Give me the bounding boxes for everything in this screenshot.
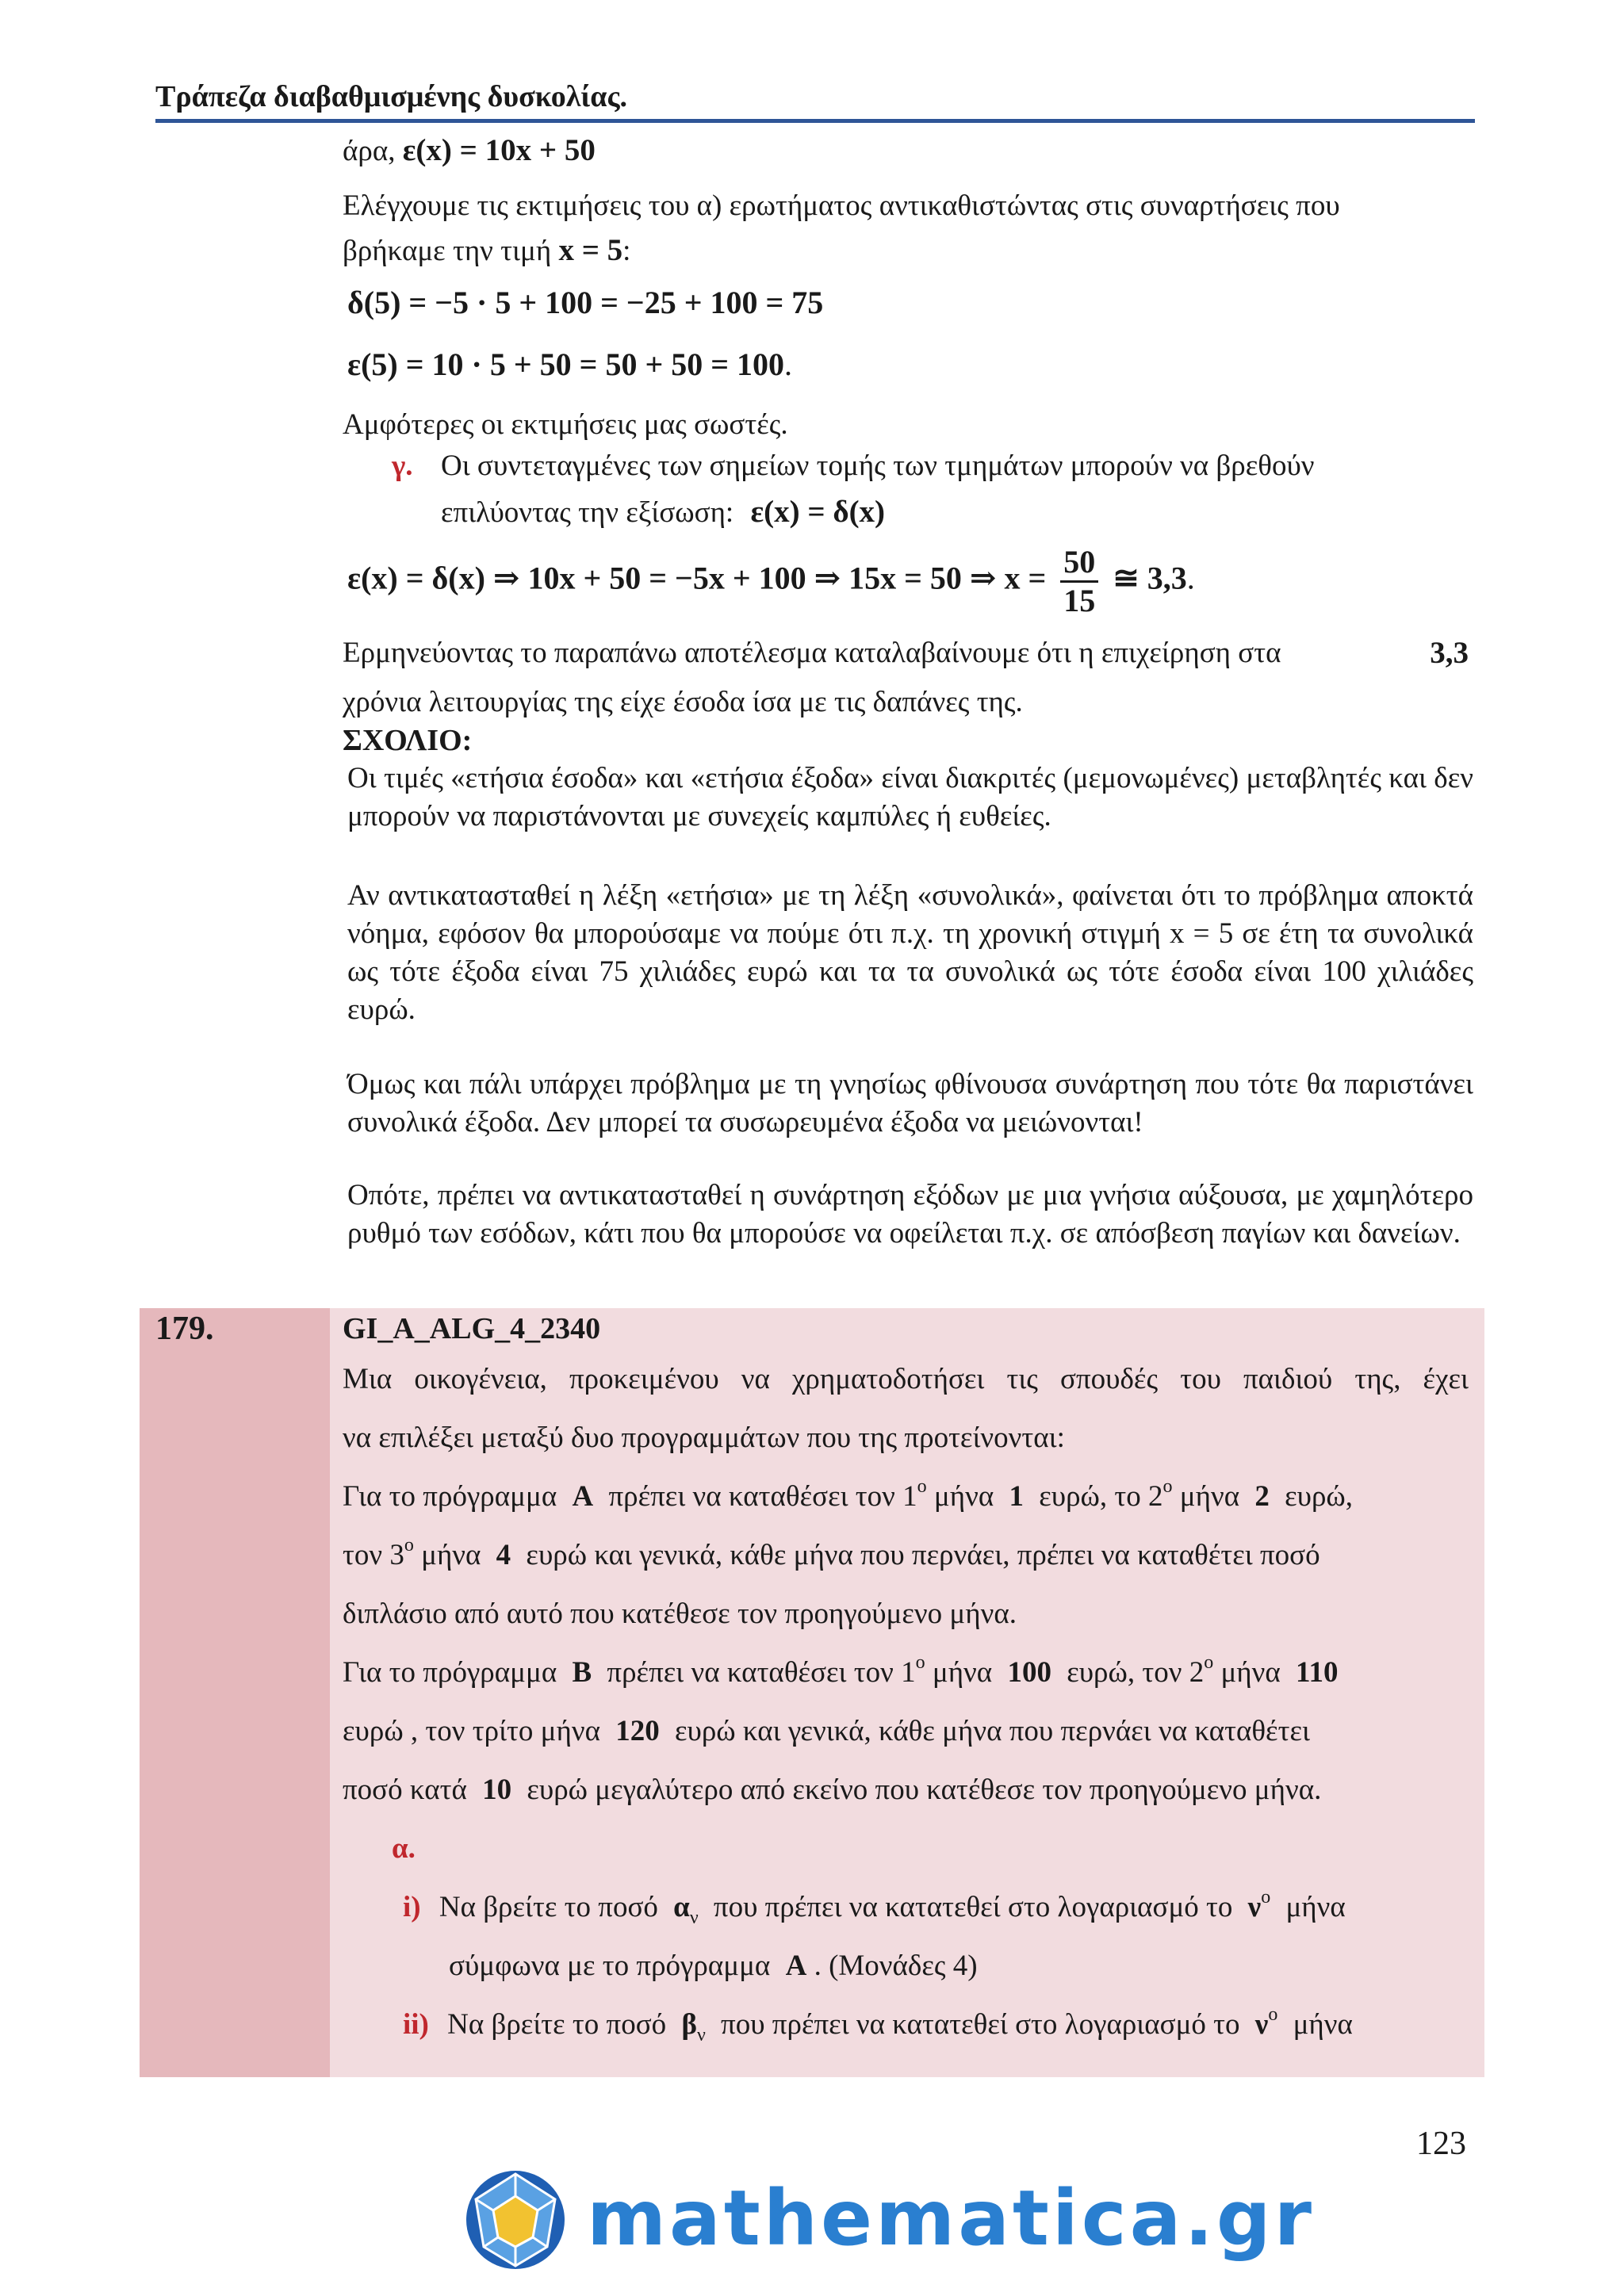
text: μήνα <box>1285 1891 1346 1923</box>
comment-heading: ΣΧΟΛΙΟ: <box>343 724 473 757</box>
gamma-label <box>392 447 413 485</box>
subscript: ν <box>696 2025 706 2045</box>
text: Για το πρόγραμμα <box>343 1480 557 1513</box>
text: που πρέπει να κατατεθεί στο λογαριασμό το <box>721 2008 1240 2041</box>
interpretation-line-1 <box>343 634 1469 672</box>
comment-paragraph-3: Όμως και πάλι υπάρχει πρόβλημα με τη γνησίως φθίνουσα συνάρτηση που τότε θα παριστάνει συνολικά έξοδα. Δεν μπορεί τα συσωρευμένα έξοδα να μειώνονται! <box>347 1068 1473 1138</box>
text: Να βρείτε το ποσό <box>447 2008 667 2041</box>
program-b-line-1 <box>343 1652 1339 1689</box>
text: . (Μονάδες 4) <box>814 1950 978 1982</box>
equation-d5: δ(5) = −5 · 5 + 100 = −25 + 100 = 75 <box>347 285 824 320</box>
text: μήνα <box>1179 1480 1240 1513</box>
both-correct: Αμφότερες οι εκτιμήσεις μας σωστές. <box>343 408 788 441</box>
value: 100 <box>1007 1656 1051 1689</box>
gamma-line-2 <box>441 493 885 532</box>
solve-equation <box>347 544 1195 619</box>
question-ii-label: ii) <box>403 2008 429 2041</box>
alpha-label: α. <box>392 1832 416 1865</box>
ordinal-sup: ο <box>1261 1887 1271 1908</box>
question-ii-line-1 <box>403 2004 1353 2045</box>
value: 2 <box>1254 1480 1270 1513</box>
fraction-numerator: 50 <box>1060 544 1098 583</box>
gamma-equation: ε(x) = δ(x) <box>750 495 886 529</box>
solve-lhs: ε(x) = δ(x) ⇒ 10x + 50 = −5x + 100 ⇒ 15x = 50 ⇒ x = <box>347 560 1047 596</box>
solve-fraction <box>1060 544 1098 619</box>
equation-e: ε(x) = 10x + 50 <box>402 133 596 167</box>
text: ευρώ, <box>1285 1480 1354 1513</box>
solve-rhs: ≅ 3,3 <box>1113 560 1187 596</box>
text: ευρώ και γενικά, κάθε μήνα που περνάει, πρέπει να καταθέτει ποσό <box>526 1539 1320 1571</box>
problem-intro-line-1: Μια οικογένεια, προκειμένου να χρηματοδοτήσει τις σπουδές του παιδιού της, έχει <box>343 1363 1469 1395</box>
problem-number-column <box>140 1308 330 2077</box>
comment-paragraph-1: Οι τιμές «ετήσια έσοδα» και «ετήσια έξοδα» είναι διακριτές (μεμονωμένες) μεταβλητές και δεν μπορούν να παριστάνονται με συνεχείς καμπύλες ή ευθείες. <box>347 762 1473 832</box>
gamma-marker: γ. <box>392 450 413 482</box>
interpretation-text: Ερμηνεύοντας το παραπάνω αποτέλεσμα καταλαβαίνουμε ότι η επιχείρηση στα <box>343 637 1281 669</box>
program-a-line-1 <box>343 1476 1354 1513</box>
text: ευρώ και γενικά, κάθε μήνα που περνάει να καταθέτει <box>674 1715 1310 1747</box>
check-line-2-text: βρήκαμε την τιμή <box>343 235 552 267</box>
ordinal-sup: ο <box>1204 1652 1214 1673</box>
check-line-2-colon: : <box>622 235 631 267</box>
text: ευρώ, το 2 <box>1039 1480 1163 1513</box>
text: Να βρείτε το ποσό <box>439 1891 658 1923</box>
equation-e5-period: . <box>784 346 793 382</box>
question-i-line-1 <box>403 1887 1346 1928</box>
program-b-line-2 <box>343 1714 1310 1748</box>
polyhedron-logo-icon <box>460 2164 571 2275</box>
header-rule <box>155 119 1475 123</box>
equation-e5: ε(5) = 10 · 5 + 50 = 50 + 50 = 100 <box>347 346 785 382</box>
problem-code: GI_A_ALG_4_2340 <box>343 1312 601 1345</box>
text: που πρέπει να κατατεθεί στο λογαριασμό το <box>713 1891 1233 1923</box>
page-number: 123 <box>1416 2126 1466 2162</box>
ara-prefix: άρα, <box>343 135 396 167</box>
ordinal-sup: ο <box>1268 2004 1278 2025</box>
problem-intro-line-2: να επιλέξει μεταξύ δυο προγραμμάτων που της προτείνονται: <box>343 1422 1065 1454</box>
ordinal-sup: ο <box>917 1476 927 1497</box>
program-b-name: B <box>572 1656 592 1689</box>
text: τον 3 <box>343 1539 404 1571</box>
interpretation-value: 3,3 <box>1430 636 1469 670</box>
text: μήνα <box>933 1480 994 1513</box>
check-line-2-math: x = 5 <box>558 233 623 267</box>
program-a-name: A <box>572 1480 594 1513</box>
question-i-line-2 <box>449 1949 978 1983</box>
ordinal-sup: ο <box>915 1652 925 1673</box>
solve-period: . <box>1186 560 1195 596</box>
fraction-denominator: 15 <box>1063 583 1096 618</box>
program-b-line-3 <box>343 1773 1321 1807</box>
ordinal-sup: ο <box>1162 1476 1173 1497</box>
text: σύμφωνα με το πρόγραμμα <box>449 1950 771 1982</box>
comment-paragraph-4: Οπότε, πρέπει να αντικατασταθεί η συνάρτηση εξόδων με μια γνήσια αύξουσα, με χαμηλότερο ρυθμό των εσόδων, κάτι που θα μπορούσε να οφείλεται π.χ. σε απόσβεση παγίων και δανείων. <box>347 1179 1473 1249</box>
header-title: Τράπεζα διαβαθμισμένης δυσκολίας. <box>155 80 627 113</box>
variable-alpha: α <box>673 1891 690 1923</box>
interpretation-line-2: χρόνια λειτουργίας της είχε έσοδα ίσα με τις δαπάνες της. <box>343 686 1023 718</box>
ordinal-sup: ο <box>404 1535 414 1556</box>
text: ευρώ μεγαλύτερο από εκείνο που κατέθεσε τον προηγούμενο μήνα. <box>527 1774 1322 1806</box>
value: 10 <box>482 1774 512 1806</box>
program-a-line-3: διπλάσιο από αυτό που κατέθεσε τον προηγούμενο μήνα. <box>343 1598 1017 1630</box>
text: πρέπει να καταθέσει τον 1 <box>607 1656 916 1689</box>
variable-nu: ν <box>1247 1891 1262 1923</box>
comment-paragraph-2: Αν αντικατασταθεί η λέξη «ετήσια» με τη λέξη «συνολικά», φαίνεται ότι το πρόβλημα αποκτά νόημα, εφόσον θα μπορούσαμε να πούμε ότι π.χ. τη χρονική στιγμή x = 5 σε έτη τα συνολικά ως τότε έξοδα είναι 75 χιλιάδες ευρώ και τα τα συνολικά ως τότε έσοδα είναι 100 χιλιάδες ευρώ. <box>347 879 1473 1026</box>
subscript: ν <box>689 1908 699 1928</box>
equation-e5-line <box>347 346 792 383</box>
text: ευρώ, τον 2 <box>1067 1656 1205 1689</box>
program-a-line-2 <box>343 1535 1320 1572</box>
problem-number: 179. <box>155 1311 214 1347</box>
question-i-label: i) <box>403 1891 421 1923</box>
value: 4 <box>496 1539 511 1571</box>
value: 120 <box>615 1715 660 1747</box>
text: μήνα <box>932 1656 993 1689</box>
gamma-line-1: Οι συντεταγμένες των σημείων τομής των τμημάτων μπορούν να βρεθούν <box>441 450 1315 482</box>
text: μήνα <box>1220 1656 1281 1689</box>
text: μήνα <box>421 1539 481 1571</box>
check-line-2 <box>343 232 630 270</box>
text: πρέπει να καταθέσει τον 1 <box>608 1480 917 1513</box>
variable-nu: ν <box>1254 2008 1269 2041</box>
program-ref: A <box>785 1950 807 1982</box>
check-line-1: Ελέγχουμε τις εκτιμήσεις του α) ερωτήματος αντικαθιστώντας στις συναρτήσεις που <box>343 189 1340 222</box>
text: ποσό κατά <box>343 1774 467 1806</box>
equation-e-line <box>343 132 596 170</box>
text: Για το πρόγραμμα <box>343 1656 557 1689</box>
text: ευρώ , τον τρίτο μήνα <box>343 1715 600 1747</box>
text: μήνα <box>1293 2008 1353 2041</box>
logo-text: mathematica.gr <box>587 2174 1315 2263</box>
variable-beta: β <box>681 2008 697 2041</box>
gamma-line-2-text: επιλύοντας την εξίσωση: <box>441 496 734 529</box>
value: 110 <box>1296 1656 1339 1689</box>
value: 1 <box>1009 1480 1024 1513</box>
